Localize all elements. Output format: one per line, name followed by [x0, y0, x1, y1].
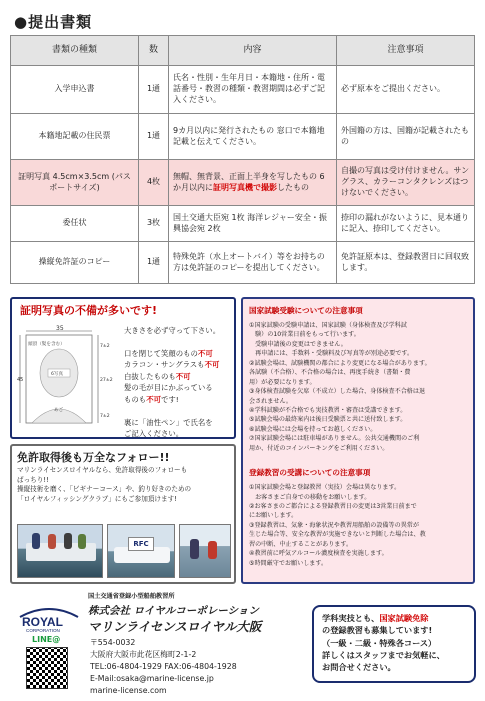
notice-line: 習の中断、中止することがあります。	[249, 540, 353, 548]
rule-line	[124, 336, 220, 347]
photo-notice-title: 証明写真の不備が多いです!	[20, 304, 158, 317]
rule-text: 白抜したものも	[124, 371, 176, 381]
rule-text: ものも	[124, 394, 147, 404]
cta-line: （一級・二級・特殊各コース）	[322, 637, 437, 648]
doc-note: 必ず原本をご提出ください。	[337, 66, 475, 114]
doc-count: 1通	[139, 242, 169, 284]
rule-line	[124, 359, 220, 370]
notice-line: 用か、付近のコインパーキングをご利用ください。	[249, 444, 389, 452]
rfc-flag: RFC	[128, 537, 154, 551]
rule-text: 大きさを必ず守って下さい。	[124, 326, 221, 335]
royal-logo-mark	[18, 605, 80, 633]
line-label: LINE@	[32, 635, 61, 644]
dim-face-label: 27±2	[100, 378, 113, 383]
rule-emphasis: 不可	[146, 394, 161, 404]
rule-line	[124, 428, 220, 439]
rule-line	[124, 405, 220, 416]
notice-line: 受験申請後の変更はできません。	[249, 340, 347, 348]
notice-line: ⑤試験会場の最終案内は後日受験票と共に送付致します。	[249, 416, 407, 424]
height-label: 45	[17, 377, 24, 383]
table-row	[11, 206, 475, 242]
follow-box	[10, 444, 236, 584]
notice-line: ⑦国家試験会場には駐車場がありません。公共交通機関のご利	[249, 435, 420, 443]
cta-line	[322, 612, 466, 624]
doc-content: 国土交通大臣宛 1枚 海洋レジャー安全・振興協会宛 2枚	[169, 206, 337, 242]
doc-note: 自撮の写真は受け付けません。サングラス、カラーコンタクレンズはつけないでください。	[337, 160, 475, 206]
website[interactable]: marine-license.com	[90, 686, 167, 696]
registry-label: 国土交通省登録小型船舶教習所	[88, 593, 175, 600]
cta-line: お問合せください。	[322, 662, 396, 673]
follow-text	[17, 466, 191, 504]
dim-bottom-label: 7±2	[100, 414, 110, 419]
national-exam-title: 国家試験受験についての注意事項	[249, 306, 363, 315]
doc-type: 本籍地記載の住民票	[11, 114, 139, 160]
notice-line: ⑤時間厳守でお願いします。	[249, 559, 328, 567]
follow-line: ばっちり!!	[17, 475, 49, 484]
registration-cta-box	[312, 605, 476, 683]
logo-subtext: CORPORATION	[26, 628, 60, 633]
rule-line	[124, 348, 220, 359]
cta-line: 詳しくはスタッフまでお気軽に、	[322, 649, 445, 660]
phone-fax[interactable]: TEL:06-4804-1929 FAX:06-4804-1928	[90, 662, 237, 672]
chin-label: あご	[54, 408, 64, 413]
notice-line: ②試験会場は、試験機関の都合により変更になる場合があります。	[249, 359, 431, 367]
header-doc-type: 書類の種類	[11, 36, 139, 66]
cta-text: 学科実技とも、	[322, 613, 380, 623]
doc-note: 免許証原本は、登録教習日に回収致します。	[337, 242, 475, 284]
rule-emphasis: 不可	[197, 348, 213, 358]
table-row	[11, 160, 475, 206]
table-row	[11, 242, 475, 284]
rule-line	[124, 371, 220, 382]
rule-text: カラコン・サングラスも	[124, 360, 205, 370]
national-exam-list	[243, 321, 473, 453]
notice-line: ①国家試験の受験申請は、国家試験（身体検査及び学科試	[249, 322, 407, 329]
cta-line: の登録教習も募集しています!	[322, 625, 433, 636]
notice-line: ②お客さまのご都合による登録教習日の変更は3営業日前まで	[249, 503, 417, 510]
notice-line: ①国家試験会場と登録教習（実技）会場は異なります。	[249, 484, 401, 492]
doc-type: 操縦免許証のコピー	[11, 242, 139, 284]
logo-text: ROYAL	[22, 615, 63, 629]
person-shape	[48, 534, 56, 549]
notice-line: 験）の10営業日前をもって行います。	[249, 331, 360, 339]
doc-type: 入学申込書	[11, 66, 139, 114]
follow-title: 免許取得後も万全なフォロー!!	[17, 451, 170, 464]
doc-count: 1通	[139, 114, 169, 160]
rule-line	[124, 394, 220, 405]
notice-line: ④学科試験が不合格でも実技教習・審査は受講できます。	[249, 406, 407, 414]
training-title: 登録教習の受講についての注意事項	[249, 468, 371, 478]
doc-type: 証明写真 4.5cm×3.5cm (パスポートサイズ)	[11, 160, 139, 206]
table-row	[11, 66, 475, 114]
doc-type: 委任状	[11, 206, 139, 242]
royal-logo	[18, 605, 80, 633]
notice-line: 生じた場合等、安全な教習が実施できないと判断した場合は、教	[249, 531, 426, 539]
header-notes: 注意事項	[337, 36, 475, 66]
rule-line	[124, 382, 220, 393]
doc-count: 1通	[139, 66, 169, 114]
person-shape	[78, 534, 86, 549]
notice-line: ③身体検査試験を欠席（不成立）した場合、身体検査不合格は退	[249, 388, 426, 396]
content-text: したもの	[277, 182, 309, 192]
fishing-people-photo	[179, 524, 231, 578]
doc-count: 4枚	[139, 160, 169, 206]
doc-content: 9カ月以内に発行されたもの 窓口で本籍地記載と伝えてください。	[169, 114, 337, 160]
rule-text: です!	[160, 394, 179, 404]
rule-text: 髪の毛が目にかぶっている	[124, 383, 213, 393]
page-title: ●提出書類	[14, 13, 93, 31]
doc-content: 氏名・性別・生年月日・本籍地・住所・電話番号・教習の種類・教習期間は必ずご記入ください。	[169, 66, 337, 114]
table-row	[11, 114, 475, 160]
doc-content	[169, 160, 337, 206]
doc-note: 外国籍の方は、国籍が記載されたもの	[337, 114, 475, 160]
photo-rules	[124, 325, 220, 440]
qr-code-icon[interactable]	[26, 647, 68, 689]
person-shape	[208, 541, 217, 559]
person-shape	[32, 533, 40, 549]
email[interactable]: E-Mail:osaka@marine-license.jp	[90, 674, 214, 684]
photo-size-diagram	[18, 325, 120, 437]
doc-note: 捺印の漏れがないように、見本通りに記入、捺印してください。	[337, 206, 475, 242]
follow-line: 「ロイヤルフィッシングクラブ」にもご参加頂けます!	[17, 494, 177, 503]
school-name: マリンライセンスロイヤル大阪	[88, 619, 262, 634]
rule-text: 裏に「油性ペン」で氏名を	[124, 417, 213, 427]
follow-line: 操縦技術を磨く、「ビギナーコース」や、釣り好きのための	[17, 485, 192, 494]
notice-line: ③登録教習は、気象・海象状況や教習用船舶の設備等の異常が	[249, 521, 419, 529]
boat-with-flag-photo	[107, 524, 175, 578]
person-shape	[64, 533, 72, 549]
footer	[10, 591, 475, 695]
header-count: 数	[139, 36, 169, 66]
content-emphasis: 証明写真機で撮影	[213, 182, 277, 192]
postal-code: 〒554-0032	[90, 638, 136, 647]
cta-emphasis: 国家試験免除	[379, 613, 429, 623]
contact-block	[90, 637, 237, 697]
table-header-row	[11, 36, 475, 66]
rule-line	[124, 417, 220, 428]
rule-text: ご記入ください。	[124, 429, 184, 439]
documents-table	[10, 35, 475, 284]
doc-content: 特殊免許（水上オートバイ）等をお持ちの方は免許証のコピーを提出してください。	[169, 242, 337, 284]
rule-emphasis: 不可	[175, 371, 191, 381]
rule-text: 口を閉じて笑顔のもの	[124, 348, 198, 358]
notice-line: ⑥試験会場には会場を持ってお越しください。	[249, 425, 377, 433]
rule-emphasis: 不可	[204, 360, 220, 370]
notice-line: ④教習前に呼気アルコール濃度検査を実施します。	[249, 550, 388, 558]
company-name: 株式会社 ロイヤルコーポレーション	[88, 605, 259, 617]
follow-line: マリンライセンスロイヤルなら、免許取得後のフォローも	[17, 466, 188, 474]
doc-count: 3枚	[139, 206, 169, 242]
top-label: 頭頂（髪を含む）	[28, 342, 65, 347]
person-shape	[190, 539, 199, 559]
notice-line: 各試験（不合格）、不合格の場合は、再度手続き（書類・費	[249, 369, 411, 377]
exam-notice-box	[241, 297, 475, 584]
header-content: 内容	[169, 36, 337, 66]
notice-line: お客さまご自身での移動をお願いします。	[249, 493, 371, 501]
notice-line: 再申請には、手数料・受験料及び写真等が別途必要です。	[249, 350, 414, 358]
dim-top-label: 7±2	[100, 344, 110, 349]
notice-line: 会されません。	[249, 397, 293, 405]
address: 大阪府大阪市此花区梅町2-1-2	[90, 650, 197, 660]
width-label: 35	[56, 325, 64, 332]
people-on-boat-photo	[17, 524, 103, 578]
photo-notice-box	[10, 297, 236, 439]
notice-line: にお願いします。	[249, 512, 298, 520]
photo-label: 6写真	[51, 372, 64, 377]
content-text: 無帽、無背景、正面上半身を写したもの 6か月以内に	[173, 171, 325, 192]
notice-line: 用）が必要になります。	[249, 378, 316, 386]
training-list	[243, 483, 473, 568]
rule-line	[124, 325, 220, 336]
